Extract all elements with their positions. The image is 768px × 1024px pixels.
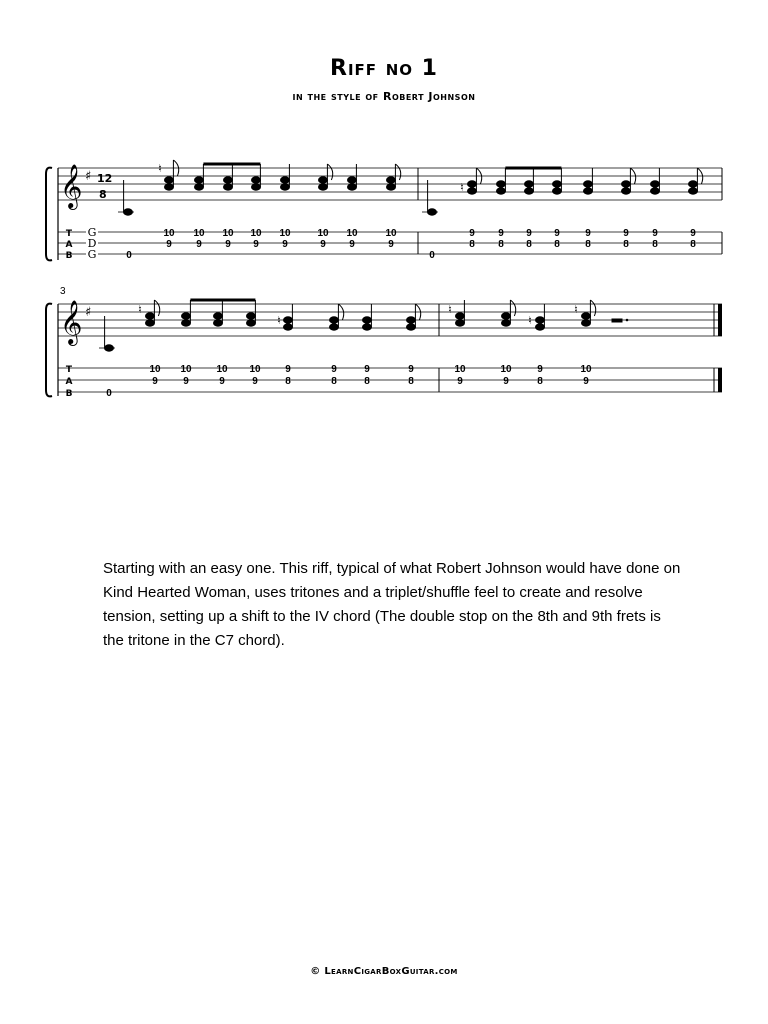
tab-fret-string-1: 10: [385, 228, 397, 239]
tab-fret-string-2: 9: [253, 239, 259, 250]
tab-fret-string-1: 10: [454, 364, 466, 375]
svg-text:♮: ♮: [574, 303, 578, 316]
tab-fret-string-1: 10: [149, 364, 161, 375]
tab-fret-string-1: 9: [526, 228, 532, 239]
tab-fret-string-2: 8: [690, 239, 696, 250]
tab-fret-string-1: 9: [537, 364, 543, 375]
tab-label-a: A: [65, 240, 73, 250]
svg-text:♮: ♮: [277, 314, 281, 327]
tab-fret-string-2: 9: [225, 239, 231, 250]
tab-fret-string-2: 8: [585, 239, 591, 250]
svg-text:8: 8: [99, 188, 107, 201]
tab-fret-string-3: 0: [429, 250, 435, 261]
tab-fret-string-1: 10: [317, 228, 329, 239]
tab-numbers-system-2: [106, 364, 592, 399]
svg-text:12: 12: [97, 172, 113, 185]
string-names: [86, 226, 98, 261]
tab-fret-string-2: 8: [331, 376, 337, 387]
tab-fret-string-2: 9: [583, 376, 589, 387]
tab-fret-string-1: 10: [222, 228, 234, 239]
page-subtitle: in the style of Robert Johnson: [292, 90, 476, 103]
tab-label-a: A: [65, 377, 73, 387]
system-2: [46, 286, 722, 399]
string-name-2: D: [87, 237, 97, 250]
tab-fret-string-1: 10: [180, 364, 192, 375]
tab-fret-string-3: 0: [126, 250, 132, 261]
string-name-1: G: [87, 226, 97, 239]
tab-fret-string-2: 9: [457, 376, 463, 387]
tab-fret-string-2: 8: [364, 376, 370, 387]
tab-fret-string-2: 9: [166, 239, 172, 250]
tab-fret-string-2: 9: [196, 239, 202, 250]
tab-fret-string-1: 10: [346, 228, 358, 239]
tab-fret-string-2: 9: [152, 376, 158, 387]
tab-fret-string-2: 9: [320, 239, 326, 250]
tab-fret-string-2: 9: [503, 376, 509, 387]
tab-fret-string-2: 9: [219, 376, 225, 387]
footer-copyright: © LearnCigarBoxGuitar.com: [310, 966, 458, 977]
system-bracket: [46, 304, 52, 397]
tab-numbers-system-1: [126, 228, 696, 261]
treble-clef-icon: 𝄞: [60, 164, 83, 208]
tab-fret-string-1: 9: [285, 364, 291, 375]
page-title: Riff no 1: [330, 56, 438, 81]
tablature-score: [0, 0, 768, 420]
svg-text:♮: ♮: [448, 303, 452, 316]
tab-fret-string-2: 8: [498, 239, 504, 250]
tab-fret-string-1: 9: [498, 228, 504, 239]
tab-fret-string-1: 10: [279, 228, 291, 239]
tab-fret-string-1: 9: [585, 228, 591, 239]
riff-description: Starting with an easy one. This riff, typical of what Robert Johnson would have done on Kind Hearted Woman, uses tritones and a triplet/shuffle feel to create and resolve tension, setting up a shift to the IV chord (The double stop on the 8th and 9th frets is the tritone in the C7 chord).: [103, 560, 681, 649]
tab-fret-string-2: 8: [623, 239, 629, 250]
tab-fret-string-2: 9: [349, 239, 355, 250]
tab-fret-string-1: 10: [500, 364, 512, 375]
tab-fret-string-1: 9: [364, 364, 370, 375]
tab-fret-string-1: 10: [163, 228, 175, 239]
key-sharp-icon: ♯: [85, 305, 92, 320]
tab-fret-string-1: 10: [216, 364, 228, 375]
tab-fret-string-3: 0: [106, 388, 112, 399]
tab-fret-string-1: 10: [250, 228, 262, 239]
treble-clef-icon: 𝄞: [60, 300, 83, 344]
svg-text:♮: ♮: [138, 303, 142, 316]
tab-fret-string-1: 9: [652, 228, 658, 239]
tab-fret-string-1: 10: [249, 364, 261, 375]
tab-fret-string-2: 8: [526, 239, 532, 250]
tab-label-t: T: [65, 229, 73, 239]
tab-label-t: T: [65, 365, 73, 375]
tab-label-b: B: [65, 389, 73, 399]
tab-fret-string-2: 8: [537, 376, 543, 387]
key-sharp-icon: ♯: [85, 169, 92, 184]
tab-fret-string-2: 9: [388, 239, 394, 250]
tab-fret-string-1: 9: [554, 228, 560, 239]
tab-fret-string-1: 10: [580, 364, 592, 375]
tab-fret-string-1: 9: [690, 228, 696, 239]
tab-fret-string-1: 9: [408, 364, 414, 375]
svg-text:♮: ♮: [528, 314, 532, 327]
tab-fret-string-1: 9: [623, 228, 629, 239]
tab-fret-string-1: 10: [193, 228, 205, 239]
tab-fret-string-2: 8: [408, 376, 414, 387]
tab-label-b: B: [65, 251, 73, 261]
system-1: [46, 160, 722, 261]
tab-fret-string-2: 9: [252, 376, 258, 387]
tab-fret-string-2: 8: [285, 376, 291, 387]
svg-text:♮: ♮: [460, 181, 464, 194]
tab-fret-string-1: 9: [331, 364, 337, 375]
string-name-3: G: [87, 248, 97, 261]
tab-label: [66, 365, 73, 399]
system-bracket: [46, 168, 52, 261]
tab-fret-string-1: 9: [469, 228, 475, 239]
tab-fret-string-2: 9: [183, 376, 189, 387]
tab-label: [66, 229, 73, 261]
tab-fret-string-2: 8: [554, 239, 560, 250]
svg-text:♮: ♮: [158, 162, 162, 175]
measure-number: 3: [60, 286, 66, 297]
tab-fret-string-2: 9: [282, 239, 288, 250]
rest-icon: [612, 319, 622, 322]
tab-fret-string-2: 8: [652, 239, 658, 250]
tab-fret-string-2: 8: [469, 239, 475, 250]
